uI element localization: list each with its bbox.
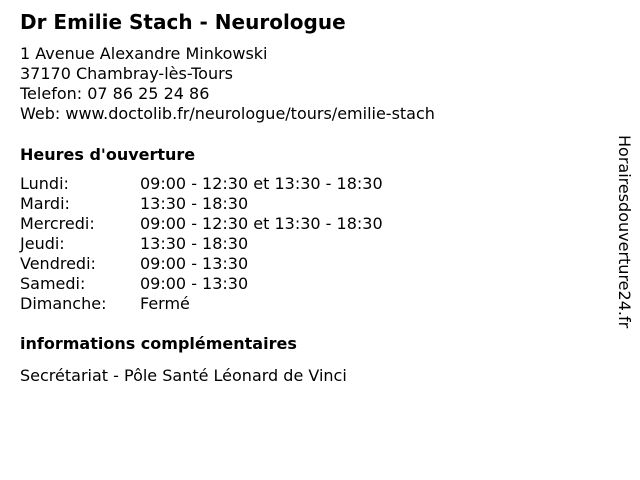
page-title: Dr Emilie Stach - Neurologue (20, 10, 346, 34)
hours-row-thursday (20, 234, 383, 254)
day-label: Mercredi: (20, 214, 95, 233)
day-label: Dimanche: (20, 294, 107, 313)
day-hours: 09:00 - 12:30 et 13:30 - 18:30 (140, 214, 383, 233)
phone-number: Telefon: 07 86 25 24 86 (20, 84, 210, 103)
hours-heading: Heures d'ouverture (20, 145, 196, 164)
day-hours: 09:00 - 12:30 et 13:30 - 18:30 (140, 174, 383, 193)
hours-row-monday (20, 174, 383, 194)
hours-table (20, 174, 383, 314)
day-label: Jeudi: (20, 234, 65, 253)
day-label: Lundi: (20, 174, 69, 193)
hours-row-wednesday (20, 214, 383, 234)
day-hours: 13:30 - 18:30 (140, 194, 249, 213)
day-label: Vendredi: (20, 254, 96, 273)
day-hours: 13:30 - 18:30 (140, 234, 249, 253)
day-hours: Fermé (140, 294, 190, 313)
address-block (20, 44, 435, 124)
extra-info-text: Secrétariat - Pôle Santé Léonard de Vinci (20, 366, 347, 385)
hours-row-friday (20, 254, 383, 274)
hours-row-saturday (20, 274, 383, 294)
watermark (612, 135, 636, 347)
day-hours: 09:00 - 13:30 (140, 274, 249, 293)
hours-row-sunday (20, 294, 383, 314)
watermark-text: Horairesdouverture24.fr (615, 135, 634, 329)
extra-info-heading: informations complémentaires (20, 334, 297, 353)
day-hours: 09:00 - 13:30 (140, 254, 249, 273)
hours-row-tuesday (20, 194, 383, 214)
day-label: Samedi: (20, 274, 86, 293)
website-link[interactable]: Web: www.doctolib.fr/neurologue/tours/emilie-stach (20, 104, 435, 123)
day-label: Mardi: (20, 194, 70, 213)
address-city: 37170 Chambray-lès-Tours (20, 64, 234, 83)
address-street: 1 Avenue Alexandre Minkowski (20, 44, 268, 63)
